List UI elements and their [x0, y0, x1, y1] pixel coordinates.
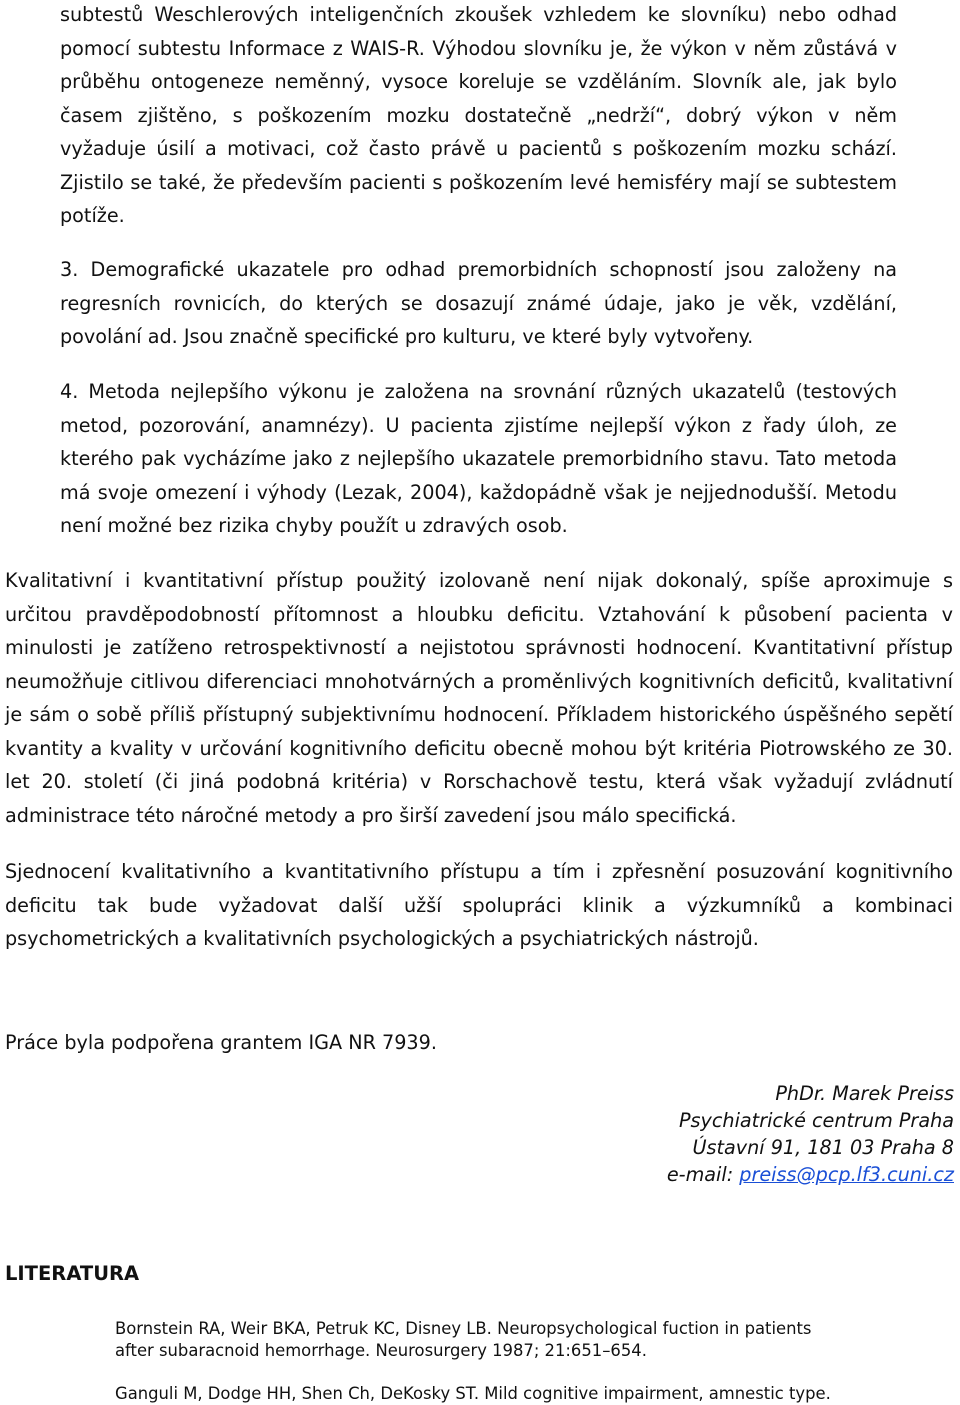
- reference-item: Bornstein RA, Weir BKA, Petruk KC, Disney LB. Neuropsychological fuction in patients after subaracnoid hemorrhage. Neurosurgery 1987; 21:651–654.: [115, 1319, 812, 1360]
- email-label: e-mail:: [666, 1163, 740, 1186]
- list-item-3: 3. Demografické ukazatele pro odhad premorbidních schopností jsou založeny na regresních rovnicích, do kterých se dosazují známé údaje, jako je věk, vzdělání, povolání ad. Jsou značně specifické pro kulturu, ve které byly vytvořeny.: [60, 258, 897, 348]
- author-signature: [667, 1080, 954, 1188]
- author-address: Ústavní 91, 181 03 Praha 8: [692, 1136, 954, 1159]
- author-name: PhDr. Marek Preiss: [775, 1082, 954, 1105]
- list-item-2-continuation: subtestů Weschlerových inteligenčních zkoušek vzhledem ke slovníku) nebo odhad pomocí subtestu Informace z WAIS-R. Výhodou slovníku je, že výkon v něm zůstává v průběhu ontogeneze neměnný, vysoce koreluje se vzděláním. Slovník ale, jak bylo časem zjištěno, s poškozením mozku dostatečně „nedrží“, dobrý výkon v něm vyžaduje úsilí a motivaci, což často právě u pacientů s poškozením mozku schází. Zjistilo se také, že především pacienti s poškozením levé hemisféry mají se subtestem potíže.: [60, 3, 897, 227]
- body-paragraph-unification: Sjednocení kvalitativního a kvantitativního přístupu a tím i zpřesnění posuzování kognitivního deficitu tak bude vyžadovat další užší spolupráci klinik a výzkumníků a kombinaci psychometrických a kvalitativních psychologických a psychiatrických nástrojů.: [5, 860, 953, 950]
- grant-note: Práce byla podpořena grantem IGA NR 7939.: [5, 1031, 437, 1054]
- author-institution: Psychiatrické centrum Praha: [678, 1109, 954, 1132]
- body-paragraph-approaches: Kvalitativní i kvantitativní přístup použitý izolovaně není nijak dokonalý, spíše aproximuje s určitou pravděpodobností přítomnost a hloubku deficitu. Vztahování k působení pacienta v minulosti je zatíženo retrospektivností a nejistotou správnosti hodnocení. Kvantitativní přístup neumožňuje citlivou diferenciaci mnohotvárných a proměnlivých kognitivních deficitů, kvalitativní je sám o sobě příliš přístupný subjektivnímu hodnocení. Příkladem historického úspěšného sepětí kvantity a kvality v určování kognitivního deficitu obecně mohou být kritéria Piotrowského ze 30. let 20. století (či jiná podobná kritéria) v Rorschachově testu, která však vyžadují zvládnutí administrace této náročné metody a pro širší zavedení jsou málo specifická.: [5, 569, 953, 827]
- list-item-4: 4. Metoda nejlepšího výkonu je založena na srovnání různých ukazatelů (testových metod, pozorování, anamnézy). U pacienta zjistíme nejlepší výkon z řady úloh, ze kterého pak vycházíme jako z nejlepšího ukazatele premorbidního stavu. Tato metoda má svoje omezení i výhody (Lezak, 2004), každopádně však je nejjednodušší. Metodu není možné bez rizika chyby použít u zdravých osob.: [60, 380, 897, 537]
- author-email-line: [667, 1161, 954, 1188]
- references-heading: LITERATURA: [5, 1262, 140, 1285]
- email-link[interactable]: preiss@pcp.lf3.cuni.cz: [739, 1163, 954, 1186]
- reference-item: Ganguli M, Dodge HH, Shen Ch, DeKosky ST. Mild cognitive impairment, amnestic type.: [115, 1384, 831, 1403]
